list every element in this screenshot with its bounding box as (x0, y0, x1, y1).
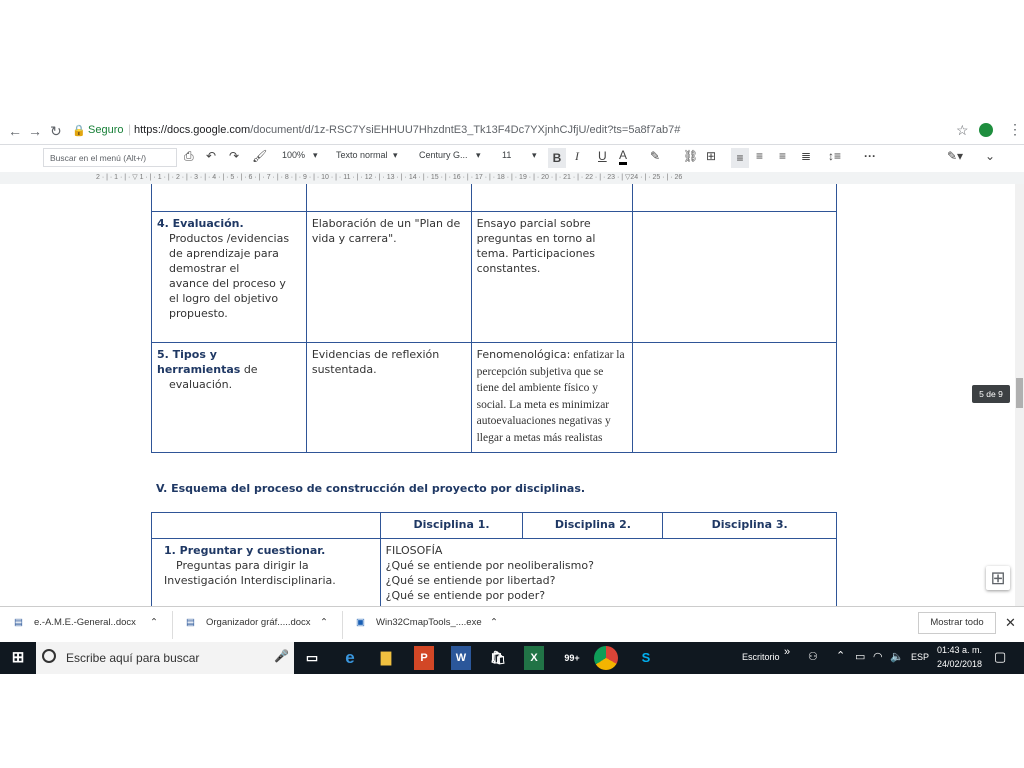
chevron-down-icon: ▾ (532, 150, 537, 160)
chevron-up-icon[interactable]: ⌃ (150, 617, 158, 628)
url-divider: | (128, 122, 132, 136)
chevron-up-icon[interactable]: ⌃ (490, 617, 498, 628)
chevron-down-icon: ▾ (393, 150, 398, 160)
column-header: Disciplina 3. (663, 513, 837, 539)
excel-icon[interactable]: X (524, 646, 544, 670)
windows-start-icon[interactable]: ⊞ (11, 649, 25, 666)
battery-icon[interactable]: ▭ (855, 651, 866, 663)
style-select[interactable]: Texto normal (336, 150, 388, 160)
underline-button[interactable]: U (598, 149, 607, 163)
search-placeholder: Escribe aquí para buscar (66, 651, 200, 665)
chevron-up-icon[interactable]: ⌃ (320, 617, 328, 628)
address-bar (0, 119, 1024, 145)
question-line: ¿Qué se entiende por poder? (385, 589, 546, 602)
link-icon[interactable]: ⛓ (683, 149, 699, 163)
table-row (152, 539, 837, 607)
align-center-icon[interactable]: ≡ (756, 149, 764, 163)
menu-search-input[interactable]: Buscar en el menú (Alt+/) (43, 148, 177, 167)
clock-time[interactable]: 01:43 a. m. (937, 645, 983, 655)
url-input[interactable]: https://docs.google.com/document/d/1z-RSC7YsiEHHUU7HhzdntE3_Tk13F4Dc7YXjnhCJfjU/edit?ts=5a8f7ab7# (134, 124, 681, 136)
table-row (152, 212, 837, 343)
scrollbar-thumb[interactable] (1016, 378, 1023, 408)
forward-arrow-icon[interactable]: → (28, 123, 42, 139)
notification-badge[interactable]: 99+ (564, 653, 580, 663)
action-center-icon[interactable]: ▢ (994, 649, 1007, 664)
table-row (152, 343, 837, 453)
table-row (152, 184, 837, 212)
row-title-suffix: de (240, 363, 258, 376)
explore-button[interactable] (986, 566, 1010, 590)
font-size-select[interactable]: 11 (502, 150, 512, 160)
secure-lock-icon: 🔒 (72, 125, 86, 137)
star-icon[interactable]: ☆ (956, 122, 969, 138)
skype-icon[interactable]: S (641, 650, 651, 665)
align-left-icon[interactable]: ≡ (731, 148, 749, 168)
column-header: Disciplina 2. (523, 513, 663, 539)
close-icon[interactable]: ✕ (1005, 615, 1016, 630)
insert-comment-icon[interactable]: ⊞ (706, 149, 717, 163)
italic-button[interactable]: I (575, 149, 579, 163)
more-icon[interactable]: ··· (864, 149, 876, 163)
word-file-icon: ▤ (186, 617, 195, 628)
wifi-icon[interactable]: ◠ (873, 651, 883, 663)
print-icon[interactable]: ⎙ (184, 149, 194, 163)
store-icon[interactable]: 🛍 (489, 650, 507, 665)
people-icon[interactable]: ⚇ (808, 651, 818, 663)
download-item[interactable]: Win32CmapTools_....exe (376, 617, 482, 628)
text-color-button[interactable]: A (619, 149, 627, 165)
row-desc-line: Investigación Interdisciplinaria. (164, 574, 336, 587)
file-explorer-icon[interactable]: ▇ (381, 650, 391, 665)
table-cell: Elaboración de un "Plan de vida y carrera". (306, 212, 471, 343)
highlight-color-icon[interactable]: ✎ (650, 149, 661, 163)
chevron-right-icon[interactable]: » (784, 646, 791, 658)
method-name: Fenomenológica: (476, 348, 571, 361)
chrome-menu-icon[interactable]: ⋮ (1008, 121, 1022, 137)
table-header-row (152, 513, 837, 539)
row-title: 4. Evaluación. (157, 217, 244, 230)
row-title: 1. Preguntar y cuestionar. (164, 544, 326, 557)
desktop-toolbar-label[interactable]: Escritorio (742, 652, 780, 662)
volume-icon[interactable]: 🔈 (890, 651, 904, 663)
discipline-name: FILOSOFÍA (385, 544, 443, 557)
page-indicator: 5 de 9 (972, 385, 1010, 403)
task-view-icon[interactable]: ▭ (305, 650, 319, 665)
line-spacing-icon[interactable]: ↕≡ (828, 149, 842, 163)
word-icon[interactable]: W (451, 646, 471, 670)
editing-mode-icon[interactable]: ✎▾ (947, 149, 964, 163)
table-cell (152, 212, 307, 343)
installer-file-icon: ▣ (356, 617, 365, 628)
bold-button[interactable]: B (548, 148, 566, 168)
docs-toolbar (0, 145, 1024, 172)
disciplines-table (151, 512, 837, 606)
section-heading: V. Esquema del proceso de construcción del proyecto por disciplinas. (156, 482, 586, 495)
table-cell (633, 212, 837, 343)
zoom-select[interactable]: 100% (282, 150, 306, 160)
row-desc-line: Productos /evidencias (169, 232, 290, 245)
question-line: ¿Qué se entiende por neoliberalismo? (385, 559, 594, 572)
paint-format-icon[interactable]: 🖌 (252, 149, 268, 163)
taskbar (0, 642, 1024, 674)
row-desc-line: evaluación. (169, 378, 233, 391)
table-cell (152, 343, 307, 453)
back-arrow-icon[interactable]: ← (8, 123, 22, 139)
table-cell (633, 343, 837, 453)
column-header (152, 513, 381, 539)
chevron-down-icon: ▾ (313, 150, 318, 160)
cortana-icon (42, 649, 56, 663)
row-desc-line: el logro del objetivo (169, 292, 279, 305)
row-desc-line: de aprendizaje para (169, 247, 279, 260)
word-file-icon: ▤ (14, 617, 23, 628)
method-description: enfatizar la percepción subjetiva que se tiene del ambiente físico y social. La meta es minimizar autoevaluaciones negativas y llegar a metas más realistas (476, 349, 625, 444)
language-indicator[interactable]: ESP (911, 652, 930, 662)
row-desc-line: propuesto. (169, 307, 228, 320)
divider (172, 611, 173, 639)
align-right-icon[interactable]: ≡ (779, 149, 787, 163)
divider (342, 611, 343, 639)
row-desc-line: Preguntas para dirigir la (176, 559, 309, 572)
justify-icon[interactable]: ≣ (801, 149, 812, 163)
document-canvas[interactable] (0, 184, 1015, 606)
edge-icon[interactable]: e (345, 648, 355, 667)
table-cell: Ensayo parcial sobre preguntas en torno al tema. Participaciones constantes. (471, 212, 633, 343)
redo-icon[interactable]: ↷ (229, 149, 240, 163)
evaluation-table (151, 184, 837, 453)
undo-icon[interactable]: ↶ (206, 149, 217, 163)
clock-date[interactable]: 24/02/2018 (937, 659, 983, 669)
download-item[interactable]: Organizador gráf.....docx (206, 617, 311, 628)
show-all-button[interactable]: Mostrar todo (918, 612, 996, 634)
chevron-up-icon[interactable]: ⌄ (985, 149, 996, 163)
chevron-up-icon[interactable]: ⌃ (836, 650, 846, 662)
font-select[interactable]: Century G... (419, 150, 468, 160)
reload-icon[interactable]: ↻ (50, 123, 62, 139)
taskbar-search-input[interactable] (36, 642, 294, 674)
question-line: ¿Qué se entiende por libertad? (385, 574, 556, 587)
extension-icon[interactable] (979, 123, 993, 137)
table-cell (152, 539, 381, 607)
table-cell (380, 539, 836, 607)
secure-label: Seguro (88, 124, 124, 136)
download-item[interactable]: e.-A.M.E.-General..docx (34, 617, 136, 628)
ruler-ticks: 2 · | · 1 · | · ▽ 1 · | · 1 · | · 2 · | · 3 · | · 4 · | · 5 · | · 6 · | · 7 · | · 8 · | · 9 · | · 10 · | · 11 · | · 12 · | · 13 · | · 14 · | · 15 · | · 16 · | · 17 · | · 18 · | · 19 · | · 20 · | · 21 · | · 22 · | · 23 · | ▽24 · | · 25 · | · 26 (96, 174, 683, 181)
table-cell: Evidencias de reflexión sustentada. (306, 343, 471, 453)
row-desc-line: demostrar el (169, 262, 240, 275)
microphone-icon[interactable]: 🎤 (274, 649, 289, 663)
chrome-icon[interactable] (594, 646, 618, 670)
row-desc-line: avance del proceso y (169, 277, 286, 290)
table-cell (471, 343, 633, 453)
row-title: 5. Tipos y herramientas (157, 348, 241, 376)
chevron-down-icon: ▾ (476, 150, 481, 160)
column-header: Disciplina 1. (380, 513, 523, 539)
powerpoint-icon[interactable]: P (414, 646, 434, 670)
plus-box-icon: ⊞ (990, 568, 1006, 588)
downloads-bar (0, 606, 1024, 643)
